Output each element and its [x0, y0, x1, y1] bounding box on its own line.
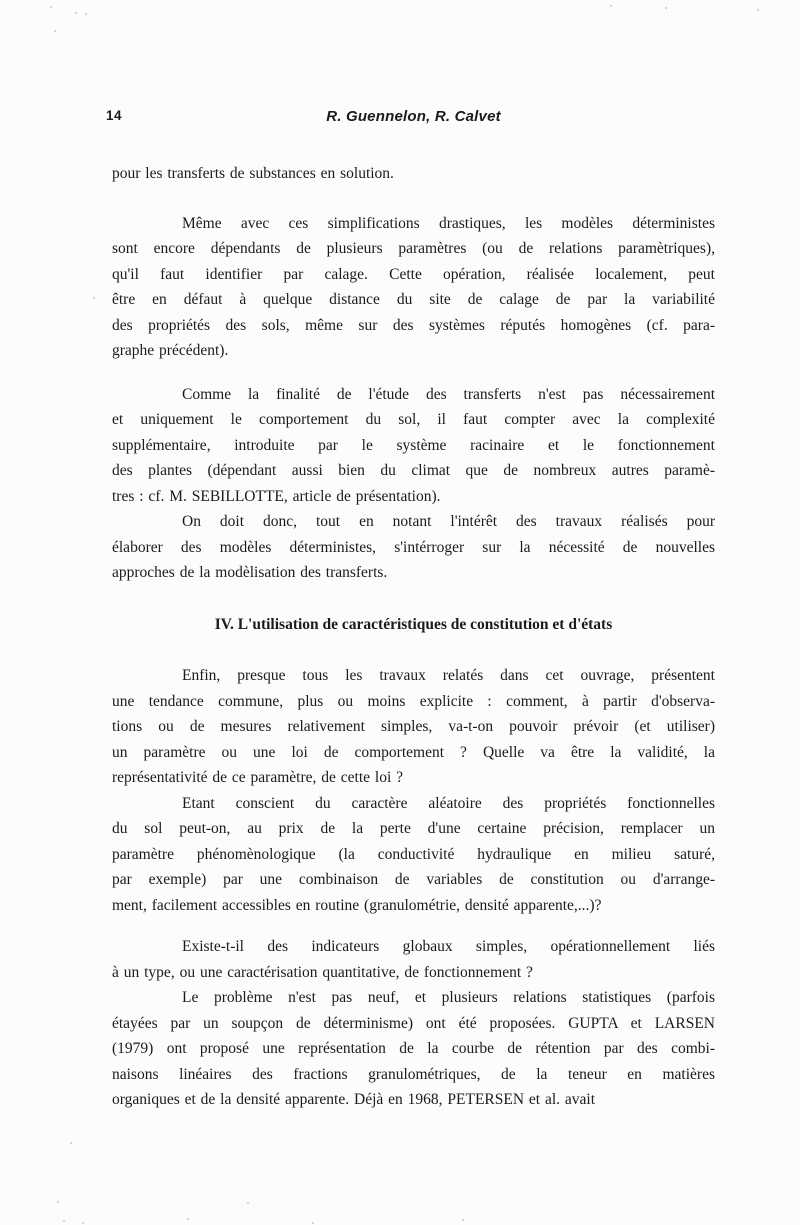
- text-line: des plantes (dépendant aussi bien du climat que de nombreux autres paramè-: [112, 462, 715, 479]
- text-line: à un type, ou une caractérisation quantitative, de fonctionnement ?: [112, 963, 533, 981]
- scan-speck: [57, 1201, 59, 1203]
- text-line: (1979) ont proposé une représentation de la courbe de rétention par des combi-: [112, 1040, 715, 1057]
- text-line: sont encore dépendants de plusieurs paramètres (ou de relations paramètriques),: [112, 240, 715, 257]
- paragraph: [112, 161, 715, 187]
- text-line: ment, facilement accessibles en routine (granulométrie, densité apparente,...)?: [112, 896, 602, 914]
- scan-speck: [63, 1220, 65, 1222]
- scan-speck: [462, 1219, 464, 1221]
- text-line: paramètre phénomènologique (la conductivité hydraulique en milieu saturé,: [112, 845, 715, 863]
- text-line: du sol peut-on, au prix de la perte d'une certaine précision, remplacer un: [112, 820, 715, 837]
- scan-speck: [757, 9, 759, 11]
- scan-speck: [665, 7, 667, 9]
- text-line: une tendance commune, plus ou moins explicite : comment, à partir d'observa-: [112, 692, 715, 710]
- text-line: approches de la modèlisation des transferts.: [112, 564, 388, 581]
- text-line: Comme la finalité de l'étude des transferts n'est pas nécessairement: [182, 385, 715, 403]
- page-header: [106, 108, 715, 128]
- text-line: être en défaut à quelque distance du site de calage de par la variabilité: [112, 291, 715, 308]
- scan-speck: [54, 30, 56, 32]
- scan-speck: [85, 13, 87, 15]
- text-line: On doit donc, tout en notant l'intérêt des travaux réalisés pour: [182, 513, 715, 530]
- text-line: pour les transferts de substances en solution.: [112, 165, 394, 182]
- page-number: 14: [106, 108, 123, 123]
- text-column: [112, 161, 715, 1113]
- text-line: élaborer des modèles déterministes, s'intérroger sur la nécessité de nouvelles: [112, 538, 715, 556]
- text-line: graphe précédent).: [112, 342, 229, 359]
- paragraph: [112, 934, 715, 985]
- text-line: des propriétés des sols, même sur des systèmes réputés homogènes (cf. para-: [112, 316, 715, 334]
- text-line: Même avec ces simplifications drastiques, les modèles déterministes: [182, 214, 715, 232]
- paragraph: [112, 985, 715, 1113]
- paragraph: [112, 211, 715, 364]
- running-head-authors: R. Guennelon, R. Calvet: [326, 108, 501, 125]
- text-line: étayées par un soupçon de déterminisme) ont été proposées. GUPTA et LARSEN: [112, 1014, 715, 1032]
- scan-speck: [82, 1222, 84, 1224]
- scan-speck: [187, 1218, 189, 1220]
- text-line: Enfin, presque tous les travaux relatés dans cet ouvrage, présentent: [182, 667, 715, 684]
- text-line: supplémentaire, introduite par le système racinaire et le fonctionnement: [112, 436, 715, 454]
- text-line: Le problème n'est pas neuf, et plusieurs relations statistiques (parfois: [182, 989, 715, 1006]
- scan-speck: [70, 1142, 72, 1144]
- text-line: tions ou de mesures relativement simples, va-t-on pouvoir prévoir (et utiliser): [112, 718, 715, 735]
- scan-speck: [50, 6, 52, 8]
- scan-speck: [247, 1202, 249, 1204]
- text-line: Etant conscient du caractère aléatoire des propriétés fonctionnelles: [182, 794, 715, 812]
- scan-speck: [610, 5, 612, 7]
- text-line: tres : cf. M. SEBILLOTTE, article de présentation).: [112, 487, 441, 505]
- paragraph: [112, 791, 715, 919]
- text-line: naisons linéaires des fractions granulométriques, de la teneur en matières: [112, 1065, 715, 1083]
- section-heading: IV. L'utilisation de caractéristiques de constitution et d'états: [214, 615, 613, 633]
- text-line: représentativité de ce paramètre, de cette loi ?: [112, 769, 404, 786]
- text-line: organiques et de la densité apparente. Déjà en 1968, PETERSEN et al. avait: [112, 1091, 596, 1108]
- scan-speck: [312, 1222, 314, 1224]
- scan-speck: [93, 297, 95, 299]
- text-line: un paramètre ou une loi de comportement ? Quelle va être la validité, la: [112, 743, 715, 761]
- paragraph: [112, 509, 715, 586]
- text-line: Existe-t-il des indicateurs globaux simples, opérationnellement liés: [182, 938, 715, 955]
- paragraph: [112, 382, 715, 510]
- text-line: qu'il faut identifier par calage. Cette opération, réalisée localement, peut: [112, 265, 715, 283]
- scan-speck: [75, 12, 77, 14]
- text-line: et uniquement le comportement du sol, il faut compter avec la complexité: [112, 411, 715, 428]
- text-line: par exemple) par une combinaison de variables de constitution ou d'arrange-: [112, 871, 715, 888]
- paragraph: [112, 663, 715, 791]
